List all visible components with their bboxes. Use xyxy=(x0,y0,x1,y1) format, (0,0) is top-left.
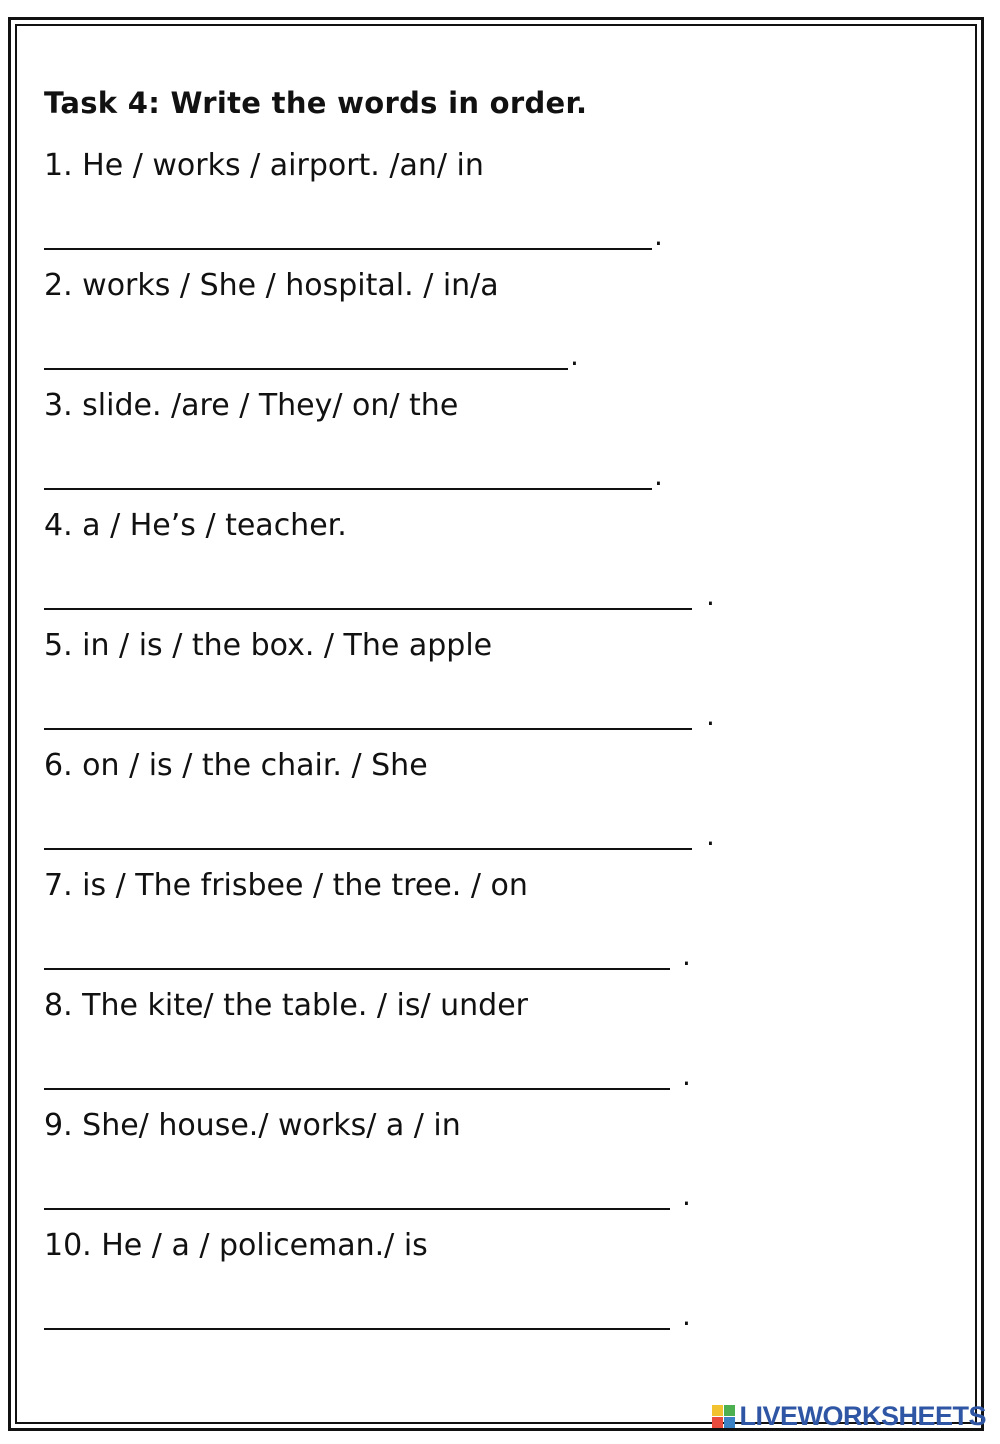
answer-period-3: . xyxy=(654,459,663,492)
answer-input-1[interactable] xyxy=(44,212,652,250)
logo-square-yellow xyxy=(712,1405,723,1416)
logo-square-red xyxy=(712,1417,723,1428)
item-prompt-9: 9. She/ house./ works/ a / in xyxy=(44,1108,461,1143)
item-prompt-2: 2. works / She / hospital. / in/a xyxy=(44,268,499,303)
answer-period-10: . xyxy=(682,1299,691,1332)
answer-input-4[interactable] xyxy=(44,572,692,610)
liveworksheets-watermark xyxy=(712,1401,986,1432)
item-prompt-4: 4. a / He’s / teacher. xyxy=(44,508,347,543)
answer-period-6: . xyxy=(706,819,715,852)
answer-period-1: . xyxy=(654,219,663,252)
task-title: Task 4: Write the words in order. xyxy=(44,86,588,120)
item-prompt-10: 10. He / a / policeman./ is xyxy=(44,1228,428,1263)
answer-input-8[interactable] xyxy=(44,1052,670,1090)
answer-input-6[interactable] xyxy=(44,812,692,850)
answer-period-9: . xyxy=(682,1179,691,1212)
item-prompt-1: 1. He / works / airport. /an/ in xyxy=(44,148,484,183)
logo-square-green xyxy=(724,1405,735,1416)
answer-period-7: . xyxy=(682,939,691,972)
answer-input-9[interactable] xyxy=(44,1172,670,1210)
answer-input-2[interactable] xyxy=(44,332,568,370)
answer-input-5[interactable] xyxy=(44,692,692,730)
answer-period-5: . xyxy=(706,699,715,732)
answer-input-7[interactable] xyxy=(44,932,670,970)
liveworksheets-logo-icon xyxy=(712,1405,735,1428)
watermark-text: LIVEWORKSHEETS xyxy=(739,1401,986,1431)
item-prompt-5: 5. in / is / the box. / The apple xyxy=(44,628,493,663)
answer-input-10[interactable] xyxy=(44,1292,670,1330)
logo-square-blue xyxy=(724,1417,735,1428)
answer-period-4: . xyxy=(706,579,715,612)
item-prompt-6: 6. on / is / the chair. / She xyxy=(44,748,428,783)
item-prompt-8: 8. The kite/ the table. / is/ under xyxy=(44,988,528,1023)
answer-input-3[interactable] xyxy=(44,452,652,490)
answer-period-2: . xyxy=(570,339,579,372)
item-prompt-3: 3. slide. /are / They/ on/ the xyxy=(44,388,459,423)
answer-period-8: . xyxy=(682,1059,691,1092)
item-prompt-7: 7. is / The frisbee / the tree. / on xyxy=(44,868,528,903)
